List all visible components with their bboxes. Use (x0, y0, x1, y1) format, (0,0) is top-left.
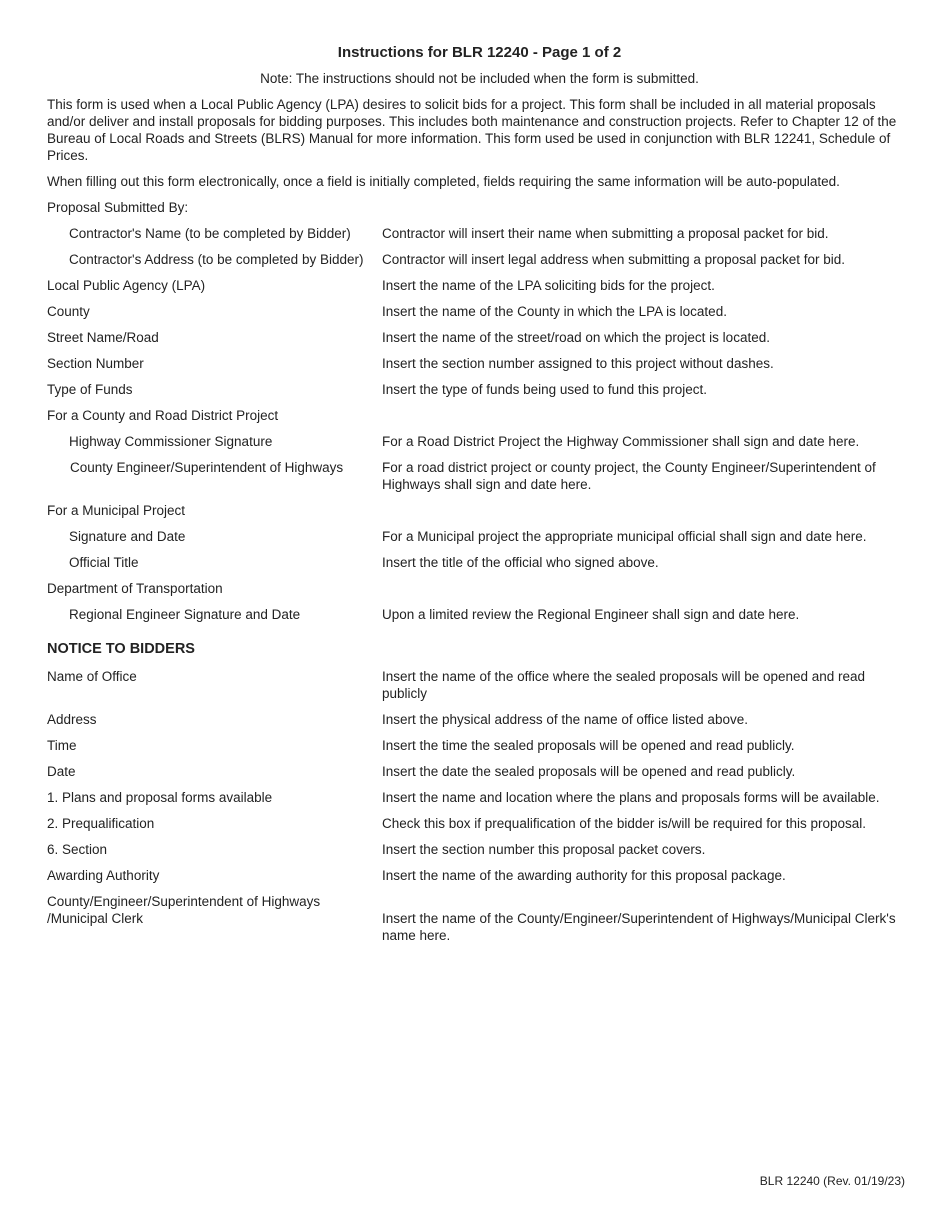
field-label: Official Title (69, 555, 139, 570)
instruction-row (47, 528, 907, 545)
field-description: Insert the name of the County/Engineer/Superintendent of Highways/Municipal Clerk's name here. (382, 911, 896, 943)
notice-row (47, 737, 907, 754)
field-description: For a Municipal project the appropriate municipal official shall sign and date here. (382, 529, 867, 544)
field-label: 6. Section (47, 842, 108, 857)
field-description: Insert the physical address of the name of office listed above. (382, 712, 748, 727)
field-description: For a Road District Project the Highway Commissioner shall sign and date here. (382, 434, 860, 449)
field-label: Name of Office (47, 669, 137, 684)
instructions-page (47, 44, 907, 953)
field-description: Insert the name of the awarding authority for this proposal package. (382, 868, 786, 883)
notice-row (47, 867, 907, 884)
instruction-row (47, 554, 907, 571)
field-description: Insert the name of the County in which the LPA is located. (382, 304, 727, 319)
field-label: County/Engineer/Superintendent of Highways /Municipal Clerk (47, 894, 321, 926)
notice-row (47, 789, 907, 806)
proposal-submitted-by-label: Proposal Submitted By: (47, 200, 189, 215)
form-revision-footer: BLR 12240 (Rev. 01/19/23) (759, 1174, 905, 1188)
field-label: 2. Prequalification (47, 816, 155, 831)
instruction-row (47, 459, 907, 493)
group-label: For a Municipal Project (47, 503, 186, 518)
notice-row (47, 668, 907, 702)
instruction-group-heading (47, 407, 907, 424)
field-label: Highway Commissioner Signature (69, 434, 273, 449)
field-label: Street Name/Road (47, 330, 159, 345)
field-description: Insert the type of funds being used to fund this project. (382, 382, 707, 397)
submission-note: Note: The instructions should not be included when the form is submitted. (260, 71, 699, 86)
field-description: Insert the date the sealed proposals will be opened and read publicly. (382, 764, 796, 779)
group-label: Department of Transportation (47, 581, 223, 596)
instruction-row (47, 329, 907, 346)
group-label: For a County and Road District Project (47, 408, 279, 423)
field-description: Contractor will insert legal address when submitting a proposal packet for bid. (382, 252, 845, 267)
field-label: Address (47, 712, 97, 727)
notice-row (47, 841, 907, 858)
notice-row (47, 815, 907, 832)
field-label: Contractor's Address (to be completed by Bidder) (69, 252, 364, 267)
instruction-row (47, 277, 907, 294)
field-label: Contractor's Name (to be completed by Bidder) (69, 226, 351, 241)
field-label: Section Number (47, 356, 144, 371)
notice-to-bidders-heading: NOTICE TO BIDDERS (47, 641, 195, 657)
field-label: Local Public Agency (LPA) (47, 278, 206, 293)
field-description: Insert the section number this proposal packet covers. (382, 842, 706, 857)
notice-row (47, 893, 907, 944)
notice-row (47, 711, 907, 728)
notice-row (47, 763, 907, 780)
field-label: 1. Plans and proposal forms available (47, 790, 273, 805)
instruction-row (47, 355, 907, 372)
instruction-row (47, 225, 907, 242)
field-label: Signature and Date (69, 529, 186, 544)
field-description: Contractor will insert their name when submitting a proposal packet for bid. (382, 226, 829, 241)
field-description: Insert the title of the official who signed above. (382, 555, 659, 570)
field-description: Insert the name of the street/road on which the project is located. (382, 330, 770, 345)
instruction-group-heading (47, 580, 907, 597)
field-description: Upon a limited review the Regional Engineer shall sign and date here. (382, 607, 800, 622)
instruction-row (47, 251, 907, 268)
electronic-note: When filling out this form electronically, once a field is initially completed, fields requiring the same information will be auto-populated. (47, 174, 840, 189)
field-label: Regional Engineer Signature and Date (69, 607, 301, 622)
instruction-row (47, 606, 907, 623)
field-description: Insert the section number assigned to this project without dashes. (382, 356, 774, 371)
field-description: For a road district project or county project, the County Engineer/Superintendent of Highways shall sign and date here. (382, 460, 876, 492)
field-description: Insert the time the sealed proposals will be opened and read publicly. (382, 738, 795, 753)
field-description: Insert the name and location where the plans and proposals forms will be available. (382, 790, 880, 805)
field-description: Insert the name of the LPA soliciting bids for the project. (382, 278, 715, 293)
instruction-group-heading (47, 502, 907, 519)
instruction-row (47, 433, 907, 450)
field-label: Time (47, 738, 77, 753)
page-title: Instructions for BLR 12240 - Page 1 of 2 (337, 44, 622, 61)
field-description: Insert the name of the office where the sealed proposals will be opened and read publicly (382, 669, 866, 701)
instruction-row (47, 303, 907, 320)
field-label: County Engineer/Superintendent of Highways (70, 460, 344, 475)
field-label: Type of Funds (47, 382, 133, 397)
field-label: Awarding Authority (47, 868, 160, 883)
field-label: Date (47, 764, 76, 779)
intro-paragraph: This form is used when a Local Public Agency (LPA) desires to solicit bids for a project. This form shall be included in all material proposals and/or deliver and install proposals for bidding purposes. This includes both maintenance and construction projects. Refer to Chapter 12 of the Bureau of Local Roads and Streets (BLRS) Manual for more information. This form used be used in conjunction with BLR 12241, Schedule of Prices. (47, 97, 897, 163)
field-label: County (47, 304, 90, 319)
field-description: Check this box if prequalification of the bidder is/will be required for this proposal. (382, 816, 867, 831)
instruction-row (47, 381, 907, 398)
